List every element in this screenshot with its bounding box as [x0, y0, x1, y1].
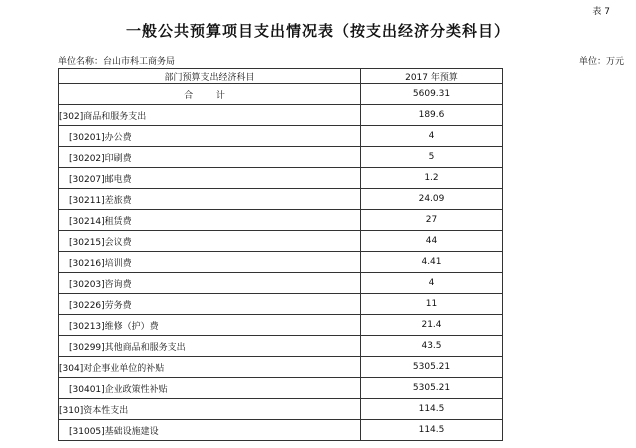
table-row: [59, 357, 503, 378]
row-value: 5305.21: [361, 357, 503, 378]
table-row: [59, 294, 503, 315]
row-value: 44: [361, 231, 503, 252]
row-value: 11: [361, 294, 503, 315]
row-subject: [304]对企事业单位的补贴: [59, 357, 361, 378]
table-header-row: [59, 69, 503, 84]
row-value: 5: [361, 147, 503, 168]
table-row: [59, 420, 503, 441]
row-value: 43.5: [361, 336, 503, 357]
row-subject: [30216]培训费: [59, 252, 361, 273]
row-subject: [30211]差旅费: [59, 189, 361, 210]
row-value: 114.5: [361, 420, 503, 441]
row-subject: [30299]其他商品和服务支出: [59, 336, 361, 357]
row-value: 189.6: [361, 105, 503, 126]
row-subject: [30401]企业政策性补贴: [59, 378, 361, 399]
table-row: [59, 315, 503, 336]
row-subject: [30201]办公费: [59, 126, 361, 147]
currency-unit: 单位：万元: [578, 57, 624, 67]
unit-row: [58, 54, 624, 68]
row-subject: [30202]印刷费: [59, 147, 361, 168]
row-subject: [30215]会议费: [59, 231, 361, 252]
row-subject: [302]商品和服务支出: [59, 105, 361, 126]
row-subject: [30203]咨询费: [59, 273, 361, 294]
total-label: 合 计: [59, 84, 361, 105]
row-value: 5305.21: [361, 378, 503, 399]
table-row: [59, 252, 503, 273]
unit-name: 单位名称：台山市科工商务局: [58, 57, 176, 67]
table-row: [59, 378, 503, 399]
table-row: [59, 189, 503, 210]
row-subject: [310]资本性支出: [59, 399, 361, 420]
row-value: 114.5: [361, 399, 503, 420]
row-value: 24.09: [361, 189, 503, 210]
column-header-budget: 2017 年预算: [361, 69, 503, 84]
table-row: [59, 231, 503, 252]
budget-table: [58, 68, 503, 441]
row-value: 21.4: [361, 315, 503, 336]
row-subject: [30226]劳务费: [59, 294, 361, 315]
row-value: 1.2: [361, 168, 503, 189]
row-subject: [30207]邮电费: [59, 168, 361, 189]
row-value: 4.41: [361, 252, 503, 273]
table-row: [59, 210, 503, 231]
row-subject: [30214]租赁费: [59, 210, 361, 231]
row-subject: [31005]基础设施建设: [59, 420, 361, 441]
column-header-subject: 部门预算支出经济科目: [59, 69, 361, 84]
table-row: [59, 105, 503, 126]
table-row: [59, 336, 503, 357]
row-subject: [30213]维修（护）费: [59, 315, 361, 336]
table-row: [59, 273, 503, 294]
table-row: [59, 147, 503, 168]
row-value: 27: [361, 210, 503, 231]
total-row: [59, 84, 503, 105]
row-value: 4: [361, 126, 503, 147]
table-row: [59, 168, 503, 189]
table-number: 表 7: [592, 7, 610, 17]
total-value: 5609.31: [361, 84, 503, 105]
table-row: [59, 399, 503, 420]
row-value: 4: [361, 273, 503, 294]
page-title: 一般公共预算项目支出情况表（按支出经济分类科目）: [125, 22, 510, 40]
table-row: [59, 126, 503, 147]
